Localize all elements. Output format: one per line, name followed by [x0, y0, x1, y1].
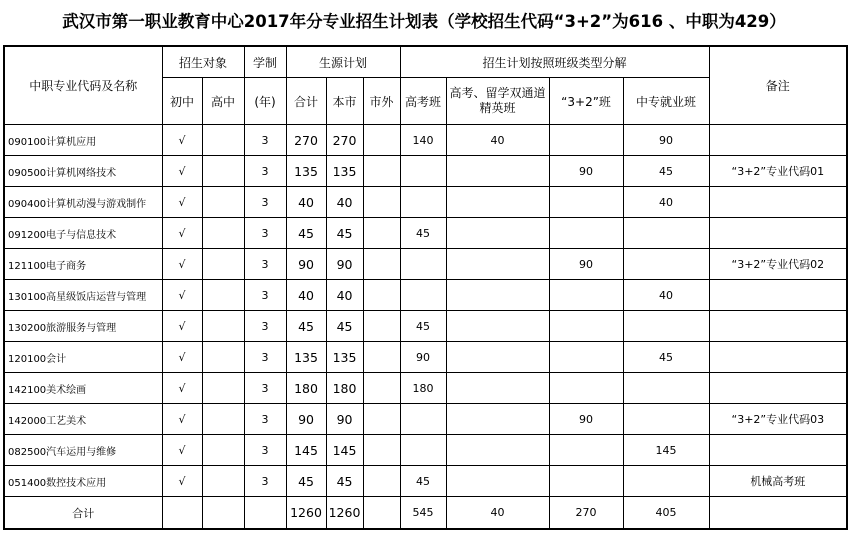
duration-cell: 3 [244, 466, 286, 497]
header-source-outside: 市外 [363, 78, 400, 125]
duration-cell: 3 [244, 404, 286, 435]
elite-class-cell [446, 373, 549, 404]
table-row [4, 218, 847, 249]
class-32-cell: 90 [549, 404, 623, 435]
major-name-cell: 142100美术绘画 [4, 373, 162, 404]
junior-check-cell: √ [162, 311, 202, 342]
table-row [4, 435, 847, 466]
major-name-cell: 合计 [4, 497, 162, 530]
remark-cell: “3+2”专业代码01 [709, 156, 847, 187]
header-target-senior: 高中 [202, 78, 244, 125]
junior-check-cell: √ [162, 187, 202, 218]
employment-class-cell: 40 [623, 187, 709, 218]
major-name-cell: 082500汽车运用与维修 [4, 435, 162, 466]
duration-cell [244, 497, 286, 530]
source-outside-cell [363, 466, 400, 497]
gaokao-class-cell: 140 [400, 125, 446, 156]
source-total-cell: 180 [286, 373, 326, 404]
class-32-cell [549, 280, 623, 311]
source-outside-cell [363, 497, 400, 530]
elite-class-cell [446, 280, 549, 311]
source-outside-cell [363, 187, 400, 218]
class-32-cell [549, 435, 623, 466]
senior-check-cell [202, 497, 244, 530]
remark-cell: “3+2”专业代码03 [709, 404, 847, 435]
gaokao-class-cell [400, 249, 446, 280]
elite-class-cell [446, 187, 549, 218]
senior-check-cell [202, 373, 244, 404]
junior-check-cell: √ [162, 373, 202, 404]
enrollment-plan-table [3, 45, 848, 530]
source-local-cell: 90 [326, 404, 363, 435]
source-local-cell: 90 [326, 249, 363, 280]
source-outside-cell [363, 125, 400, 156]
class-32-cell: 270 [549, 497, 623, 530]
major-name-cell: 090100计算机应用 [4, 125, 162, 156]
senior-check-cell [202, 466, 244, 497]
senior-check-cell [202, 342, 244, 373]
table-row [4, 373, 847, 404]
elite-class-cell [446, 156, 549, 187]
junior-check-cell: √ [162, 342, 202, 373]
remark-cell [709, 311, 847, 342]
source-outside-cell [363, 373, 400, 404]
gaokao-class-cell [400, 435, 446, 466]
source-outside-cell [363, 342, 400, 373]
duration-cell: 3 [244, 311, 286, 342]
major-name-cell: 091200电子与信息技术 [4, 218, 162, 249]
header-source: 生源计划 [286, 46, 400, 78]
senior-check-cell [202, 311, 244, 342]
table-row [4, 466, 847, 497]
employment-class-cell [623, 249, 709, 280]
source-outside-cell [363, 218, 400, 249]
duration-cell: 3 [244, 373, 286, 404]
duration-cell: 3 [244, 249, 286, 280]
source-total-cell: 45 [286, 466, 326, 497]
major-name-cell: 142000工艺美术 [4, 404, 162, 435]
elite-class-cell [446, 218, 549, 249]
table-row [4, 187, 847, 218]
source-local-cell: 45 [326, 466, 363, 497]
source-total-cell: 145 [286, 435, 326, 466]
class-32-cell: 90 [549, 156, 623, 187]
remark-cell [709, 342, 847, 373]
gaokao-class-cell: 45 [400, 466, 446, 497]
senior-check-cell [202, 187, 244, 218]
elite-class-cell [446, 311, 549, 342]
remark-cell: 机械高考班 [709, 466, 847, 497]
senior-check-cell [202, 125, 244, 156]
gaokao-class-cell [400, 187, 446, 218]
source-local-cell: 135 [326, 156, 363, 187]
class-32-cell: 90 [549, 249, 623, 280]
class-32-cell [549, 373, 623, 404]
source-local-cell: 45 [326, 218, 363, 249]
elite-class-cell [446, 249, 549, 280]
junior-check-cell: √ [162, 156, 202, 187]
junior-check-cell: √ [162, 249, 202, 280]
source-outside-cell [363, 156, 400, 187]
remark-cell: “3+2”专业代码02 [709, 249, 847, 280]
gaokao-class-cell: 45 [400, 311, 446, 342]
source-total-cell: 270 [286, 125, 326, 156]
header-source-total: 合计 [286, 78, 326, 125]
junior-check-cell: √ [162, 404, 202, 435]
junior-check-cell: √ [162, 280, 202, 311]
source-local-cell: 40 [326, 280, 363, 311]
class-32-cell [549, 466, 623, 497]
employment-class-cell: 45 [623, 156, 709, 187]
gaokao-class-cell: 90 [400, 342, 446, 373]
major-name-cell: 130100高星级饭店运营与管理 [4, 280, 162, 311]
source-total-cell: 40 [286, 280, 326, 311]
source-local-cell: 180 [326, 373, 363, 404]
source-total-cell: 45 [286, 311, 326, 342]
senior-check-cell [202, 404, 244, 435]
source-total-cell: 40 [286, 187, 326, 218]
source-outside-cell [363, 249, 400, 280]
elite-class-cell [446, 466, 549, 497]
header-class-elite: 高考、留学双通道精英班 [446, 78, 549, 125]
table-row [4, 404, 847, 435]
gaokao-class-cell: 45 [400, 218, 446, 249]
class-32-cell [549, 342, 623, 373]
major-name-cell: 121100电子商务 [4, 249, 162, 280]
gaokao-class-cell: 180 [400, 373, 446, 404]
remark-cell [709, 218, 847, 249]
header-class-gaokao: 高考班 [400, 78, 446, 125]
remark-cell [709, 125, 847, 156]
elite-class-cell [446, 342, 549, 373]
source-local-cell: 145 [326, 435, 363, 466]
employment-class-cell [623, 373, 709, 404]
source-local-cell: 1260 [326, 497, 363, 530]
employment-class-cell: 145 [623, 435, 709, 466]
gaokao-class-cell [400, 280, 446, 311]
major-name-cell: 090500计算机网络技术 [4, 156, 162, 187]
class-32-cell [549, 218, 623, 249]
header-class-employment: 中专就业班 [623, 78, 709, 125]
page-title: 武汉市第一职业教育中心2017年分专业招生计划表（学校招生代码“3+2”为616 、中职为429） [62, 12, 786, 31]
duration-cell: 3 [244, 218, 286, 249]
duration-cell: 3 [244, 280, 286, 311]
table-body [4, 125, 847, 530]
header-source-local: 本市 [326, 78, 363, 125]
employment-class-cell [623, 466, 709, 497]
junior-check-cell: √ [162, 125, 202, 156]
major-name-cell: 130200旅游服务与管理 [4, 311, 162, 342]
source-outside-cell [363, 435, 400, 466]
remark-cell [709, 373, 847, 404]
source-total-cell: 135 [286, 342, 326, 373]
header-duration: 学制 [244, 46, 286, 78]
duration-cell: 3 [244, 435, 286, 466]
junior-check-cell: √ [162, 466, 202, 497]
senior-check-cell [202, 280, 244, 311]
elite-class-cell: 40 [446, 497, 549, 530]
source-total-cell: 45 [286, 218, 326, 249]
major-name-cell: 120100会计 [4, 342, 162, 373]
remark-cell [709, 280, 847, 311]
table-row [4, 342, 847, 373]
senior-check-cell [202, 156, 244, 187]
remark-cell [709, 497, 847, 530]
major-name-cell: 051400数控技术应用 [4, 466, 162, 497]
duration-cell: 3 [244, 342, 286, 373]
source-local-cell: 270 [326, 125, 363, 156]
duration-cell: 3 [244, 125, 286, 156]
class-32-cell [549, 125, 623, 156]
remark-cell [709, 187, 847, 218]
employment-class-cell [623, 404, 709, 435]
junior-check-cell: √ [162, 435, 202, 466]
source-local-cell: 40 [326, 187, 363, 218]
employment-class-cell: 405 [623, 497, 709, 530]
source-outside-cell [363, 404, 400, 435]
header-remark: 备注 [709, 46, 847, 125]
gaokao-class-cell [400, 404, 446, 435]
header-breakdown: 招生计划按照班级类型分解 [400, 46, 709, 78]
source-outside-cell [363, 311, 400, 342]
source-outside-cell [363, 280, 400, 311]
employment-class-cell [623, 311, 709, 342]
remark-cell [709, 435, 847, 466]
senior-check-cell [202, 218, 244, 249]
source-total-cell: 1260 [286, 497, 326, 530]
junior-check-cell: √ [162, 218, 202, 249]
table-row [4, 249, 847, 280]
header-major: 中职专业代码及名称 [4, 46, 162, 125]
duration-cell: 3 [244, 187, 286, 218]
table-row [4, 125, 847, 156]
employment-class-cell [623, 218, 709, 249]
class-32-cell [549, 187, 623, 218]
table-row [4, 311, 847, 342]
total-row [4, 497, 847, 530]
gaokao-class-cell: 545 [400, 497, 446, 530]
senior-check-cell [202, 249, 244, 280]
junior-check-cell [162, 497, 202, 530]
elite-class-cell: 40 [446, 125, 549, 156]
gaokao-class-cell [400, 156, 446, 187]
source-total-cell: 90 [286, 249, 326, 280]
duration-cell: 3 [244, 156, 286, 187]
header-class-32: “3+2”班 [549, 78, 623, 125]
header-target: 招生对象 [162, 46, 244, 78]
source-total-cell: 135 [286, 156, 326, 187]
elite-class-cell [446, 435, 549, 466]
table-row [4, 156, 847, 187]
senior-check-cell [202, 435, 244, 466]
major-name-cell: 090400计算机动漫与游戏制作 [4, 187, 162, 218]
employment-class-cell: 90 [623, 125, 709, 156]
employment-class-cell: 45 [623, 342, 709, 373]
source-total-cell: 90 [286, 404, 326, 435]
header-duration-unit: (年) [244, 78, 286, 125]
header-target-junior: 初中 [162, 78, 202, 125]
class-32-cell [549, 311, 623, 342]
table-header [4, 46, 847, 125]
employment-class-cell: 40 [623, 280, 709, 311]
elite-class-cell [446, 404, 549, 435]
table-row [4, 280, 847, 311]
source-local-cell: 135 [326, 342, 363, 373]
source-local-cell: 45 [326, 311, 363, 342]
